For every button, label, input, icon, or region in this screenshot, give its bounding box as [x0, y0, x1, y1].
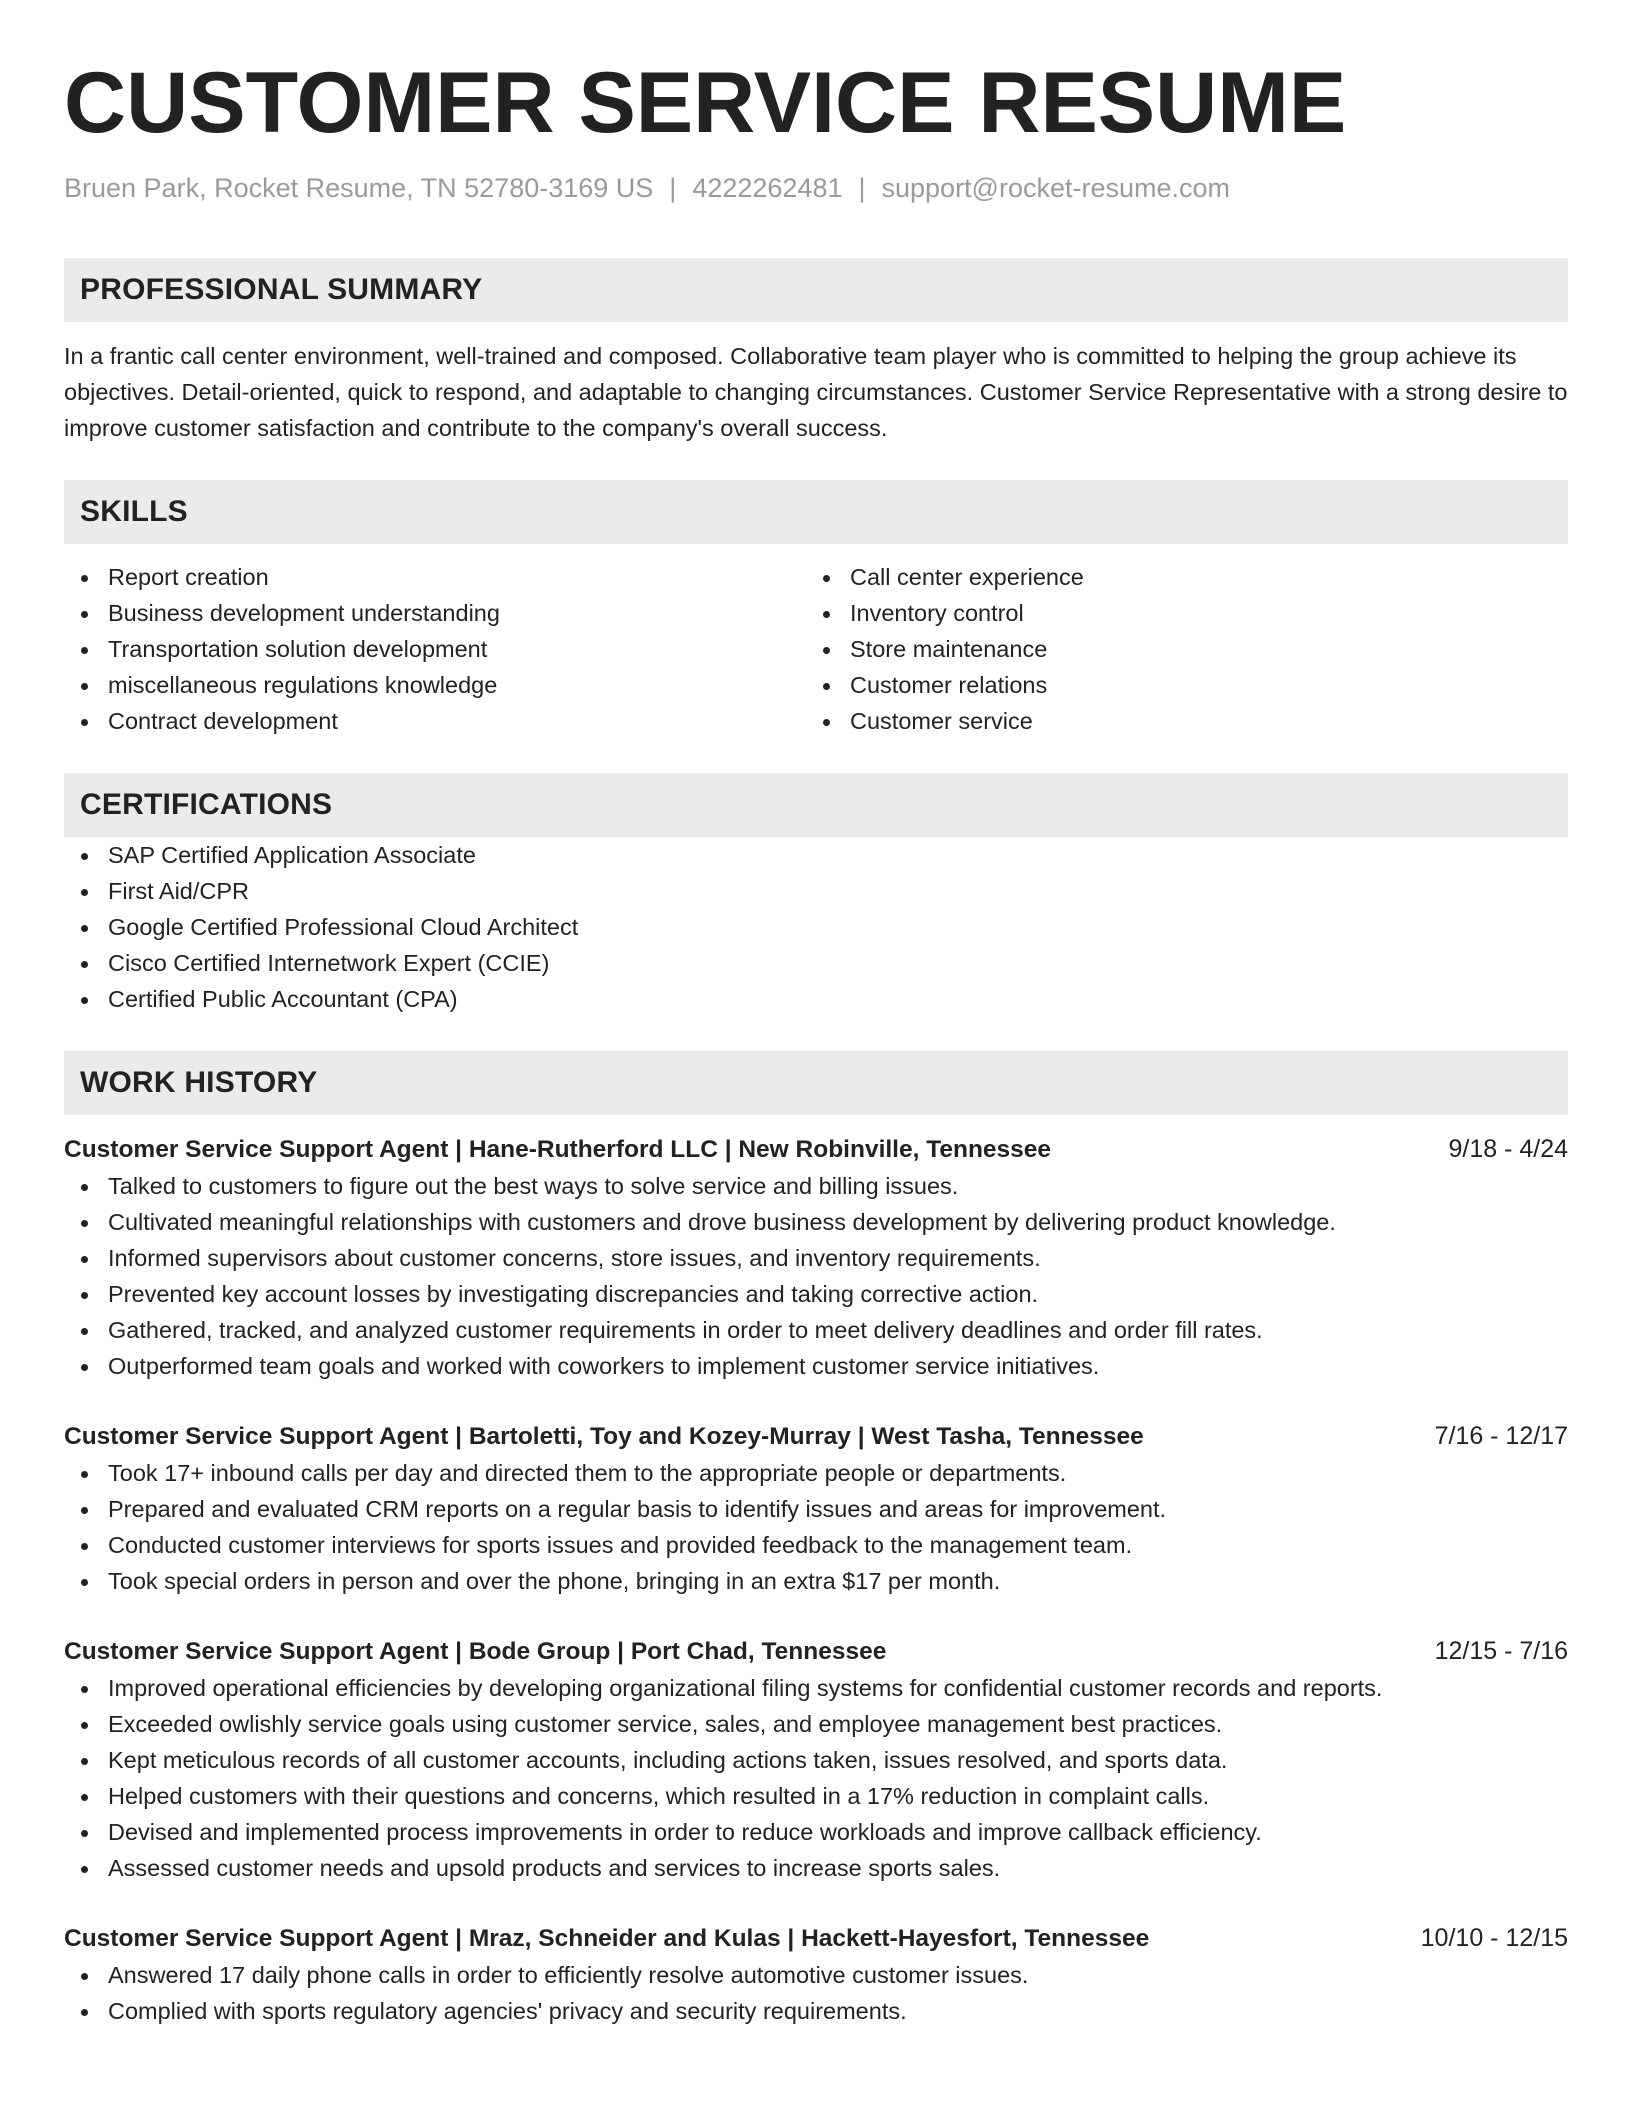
contact-separator: |	[858, 172, 866, 203]
job-entry	[64, 1131, 1568, 1384]
job-bullet: Prevented key account losses by investigating discrepancies and taking corrective action.	[64, 1276, 1568, 1312]
contact-phone: 4222262481	[692, 172, 843, 203]
job-entry	[64, 1920, 1568, 2029]
skill-item: Report creation	[64, 559, 806, 595]
job-entry	[64, 1418, 1568, 1599]
job-bullet: Complied with sports regulatory agencies' privacy and security requirements.	[64, 1993, 1568, 2029]
section-header-certifications: CERTIFICATIONS	[64, 773, 1568, 837]
skill-item: Business development understanding	[64, 595, 806, 631]
skill-item: Transportation solution development	[64, 631, 806, 667]
job-bullet: Conducted customer interviews for sports issues and provided feedback to the management team.	[64, 1527, 1568, 1563]
job-bullet-list	[64, 1670, 1568, 1886]
job-title: Customer Service Support Agent | Bode Group | Port Chad, Tennessee	[64, 1637, 887, 1665]
skills-column-left	[64, 559, 806, 739]
job-bullet: Exceeded owlishly service goals using customer service, sales, and employee management best practices.	[64, 1706, 1568, 1742]
job-dates: 10/10 - 12/15	[1420, 1923, 1568, 1952]
skill-item: Contract development	[64, 703, 806, 739]
contact-email[interactable]: support@rocket-resume.com	[881, 172, 1231, 203]
job-title: Customer Service Support Agent | Hane-Rutherford LLC | New Robinville, Tennessee	[64, 1135, 1052, 1163]
job-bullet: Took 17+ inbound calls per day and directed them to the appropriate people or departments.	[64, 1455, 1568, 1491]
job-bullet: Improved operational efficiencies by developing organizational filing systems for confidential customer records and reports.	[64, 1670, 1568, 1706]
skill-item: Customer relations	[806, 667, 1548, 703]
certification-item: Cisco Certified Internetwork Expert (CCIE)	[64, 945, 1568, 981]
certification-item: Certified Public Accountant (CPA)	[64, 981, 1568, 1017]
job-bullet-list	[64, 1168, 1568, 1384]
job-bullet: Helped customers with their questions and concerns, which resulted in a 17% reduction in complaint calls.	[64, 1778, 1568, 1814]
job-bullet: Kept meticulous records of all customer accounts, including actions taken, issues resolved, and sports data.	[64, 1742, 1568, 1778]
job-bullet: Gathered, tracked, and analyzed customer requirements in order to meet delivery deadlines and order fill rates.	[64, 1312, 1568, 1348]
job-bullet: Answered 17 daily phone calls in order to efficiently resolve automotive customer issues.	[64, 1957, 1568, 1993]
job-title: Customer Service Support Agent | Mraz, Schneider and Kulas | Hackett-Hayesfort, Tennessee	[64, 1924, 1150, 1952]
certification-item: Google Certified Professional Cloud Architect	[64, 909, 1568, 945]
certification-item: First Aid/CPR	[64, 873, 1568, 909]
summary-text: In a frantic call center environment, well-trained and composed. Collaborative team player who is committed to helping the group achieve its objectives. Detail-oriented, quick to respond, and adaptable to changing circumstances. Customer Service Representative with a strong desire to improve customer satisfaction and contribute to the company's overall success.	[64, 342, 1568, 441]
skill-item: Store maintenance	[806, 631, 1548, 667]
section-header-work-history: WORK HISTORY	[64, 1051, 1568, 1115]
job-bullet: Cultivated meaningful relationships with customers and drove business development by delivering product knowledge.	[64, 1204, 1568, 1240]
job-dates: 9/18 - 4/24	[1448, 1134, 1568, 1163]
job-dates: 7/16 - 12/17	[1434, 1421, 1568, 1450]
job-bullet: Prepared and evaluated CRM reports on a regular basis to identify issues and areas for improvement.	[64, 1491, 1568, 1527]
job-bullet: Devised and implemented process improvements in order to reduce workloads and improve callback efficiency.	[64, 1814, 1568, 1850]
skill-item: Inventory control	[806, 595, 1548, 631]
job-bullet-list	[64, 1455, 1568, 1599]
job-header	[64, 1131, 1568, 1168]
job-bullet: Talked to customers to figure out the best ways to solve service and billing issues.	[64, 1168, 1568, 1204]
job-entry	[64, 1633, 1568, 1886]
certification-item: SAP Certified Application Associate	[64, 837, 1568, 873]
resume-title: CUSTOMER SERVICE RESUME	[64, 55, 1347, 151]
skills-grid	[64, 559, 1568, 739]
job-header	[64, 1418, 1568, 1455]
job-header	[64, 1920, 1568, 1957]
contact-separator: |	[669, 172, 677, 203]
contact-address: Bruen Park, Rocket Resume, TN 52780-3169 US	[64, 172, 654, 203]
skill-item: Call center experience	[806, 559, 1548, 595]
certification-list	[64, 837, 1568, 1017]
job-dates: 12/15 - 7/16	[1434, 1636, 1568, 1665]
job-bullet: Outperformed team goals and worked with coworkers to implement customer service initiatives.	[64, 1348, 1568, 1384]
skill-item: Customer service	[806, 703, 1548, 739]
job-bullet-list	[64, 1957, 1568, 2029]
skill-item: miscellaneous regulations knowledge	[64, 667, 806, 703]
skills-column-right	[806, 559, 1548, 739]
job-bullet: Assessed customer needs and upsold products and services to increase sports sales.	[64, 1850, 1568, 1886]
job-title: Customer Service Support Agent | Bartoletti, Toy and Kozey-Murray | West Tasha, Tennessee	[64, 1422, 1144, 1450]
contact-line	[64, 171, 1568, 206]
job-bullet: Informed supervisors about customer concerns, store issues, and inventory requirements.	[64, 1240, 1568, 1276]
section-header-skills: SKILLS	[64, 480, 1568, 544]
section-header-summary: PROFESSIONAL SUMMARY	[64, 258, 1568, 322]
job-header	[64, 1633, 1568, 1670]
job-bullet: Took special orders in person and over the phone, bringing in an extra $17 per month.	[64, 1563, 1568, 1599]
